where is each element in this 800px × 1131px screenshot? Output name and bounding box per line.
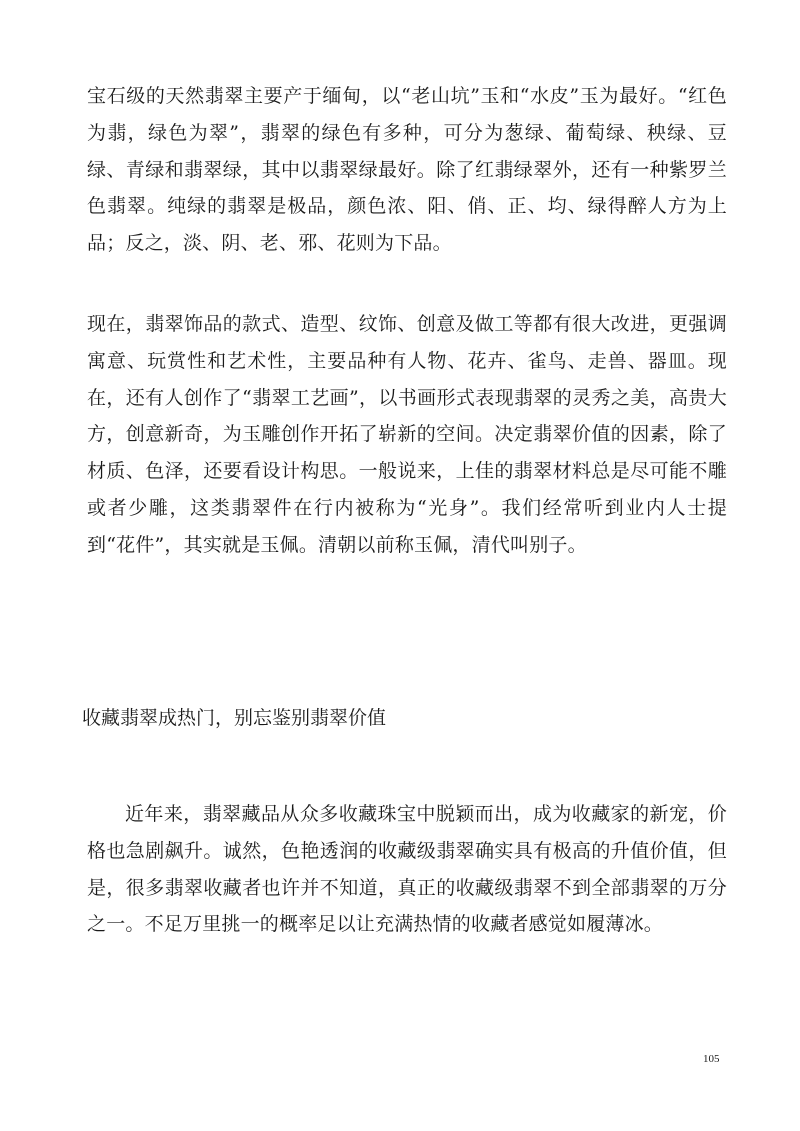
section-paragraph: 近年来，翡翠藏品从众多收藏珠宝中脱颖而出，成为收藏家的新宠，价格也急剧飙升。诚然，色艳透润的收藏级翡翠确实具有极高的升值价值，但是，很多翡翠收藏者也许并不知道，真正的收藏级翡翠不到全部翡翠的万分之一。不足万里挑一的概率足以让充满热情的收藏者感觉如履薄冰。	[87, 803, 727, 936]
section-heading: 收藏翡翠成热门，别忘鉴别翡翠价值	[82, 707, 387, 729]
body-paragraph-1: 宝石级的天然翡翠主要产于缅甸，以“老山坑”玉和“水皮”玉为最好。“红色为翡，绿色为翠”，翡翠的绿色有多种，可分为葱绿、葡萄绿、秧绿、豆绿、青绿和翡翠绿，其中以翡翠绿最好。除了红翡绿翠外，还有一种紫罗兰色翡翠。纯绿的翡翠是极品，颜色浓、阳、俏、正、均、绿得醉人方为上品；反之，淡、阴、老、邪、花则为下品。	[87, 85, 727, 255]
page-number: 105	[703, 1053, 720, 1065]
body-paragraph-2: 现在，翡翠饰品的款式、造型、纹饰、创意及做工等都有很大改进，更强调寓意、玩赏性和艺术性，主要品种有人物、花卉、雀鸟、走兽、器皿。现在，还有人创作了“翡翠工艺画”，以书画形式表现翡翠的灵秀之美，高贵大方，创意新奇，为玉雕创作开拓了崭新的空间。决定翡翠价值的因素，除了材质、色泽，还要看设计构思。一般说来，上佳的翡翠材料总是尽可能不雕或者少雕，这类翡翠件在行内被称为“光身”。我们经常听到业内人士提到“花件”，其实就是玉佩。清朝以前称玉佩，清代叫别子。	[87, 313, 727, 556]
